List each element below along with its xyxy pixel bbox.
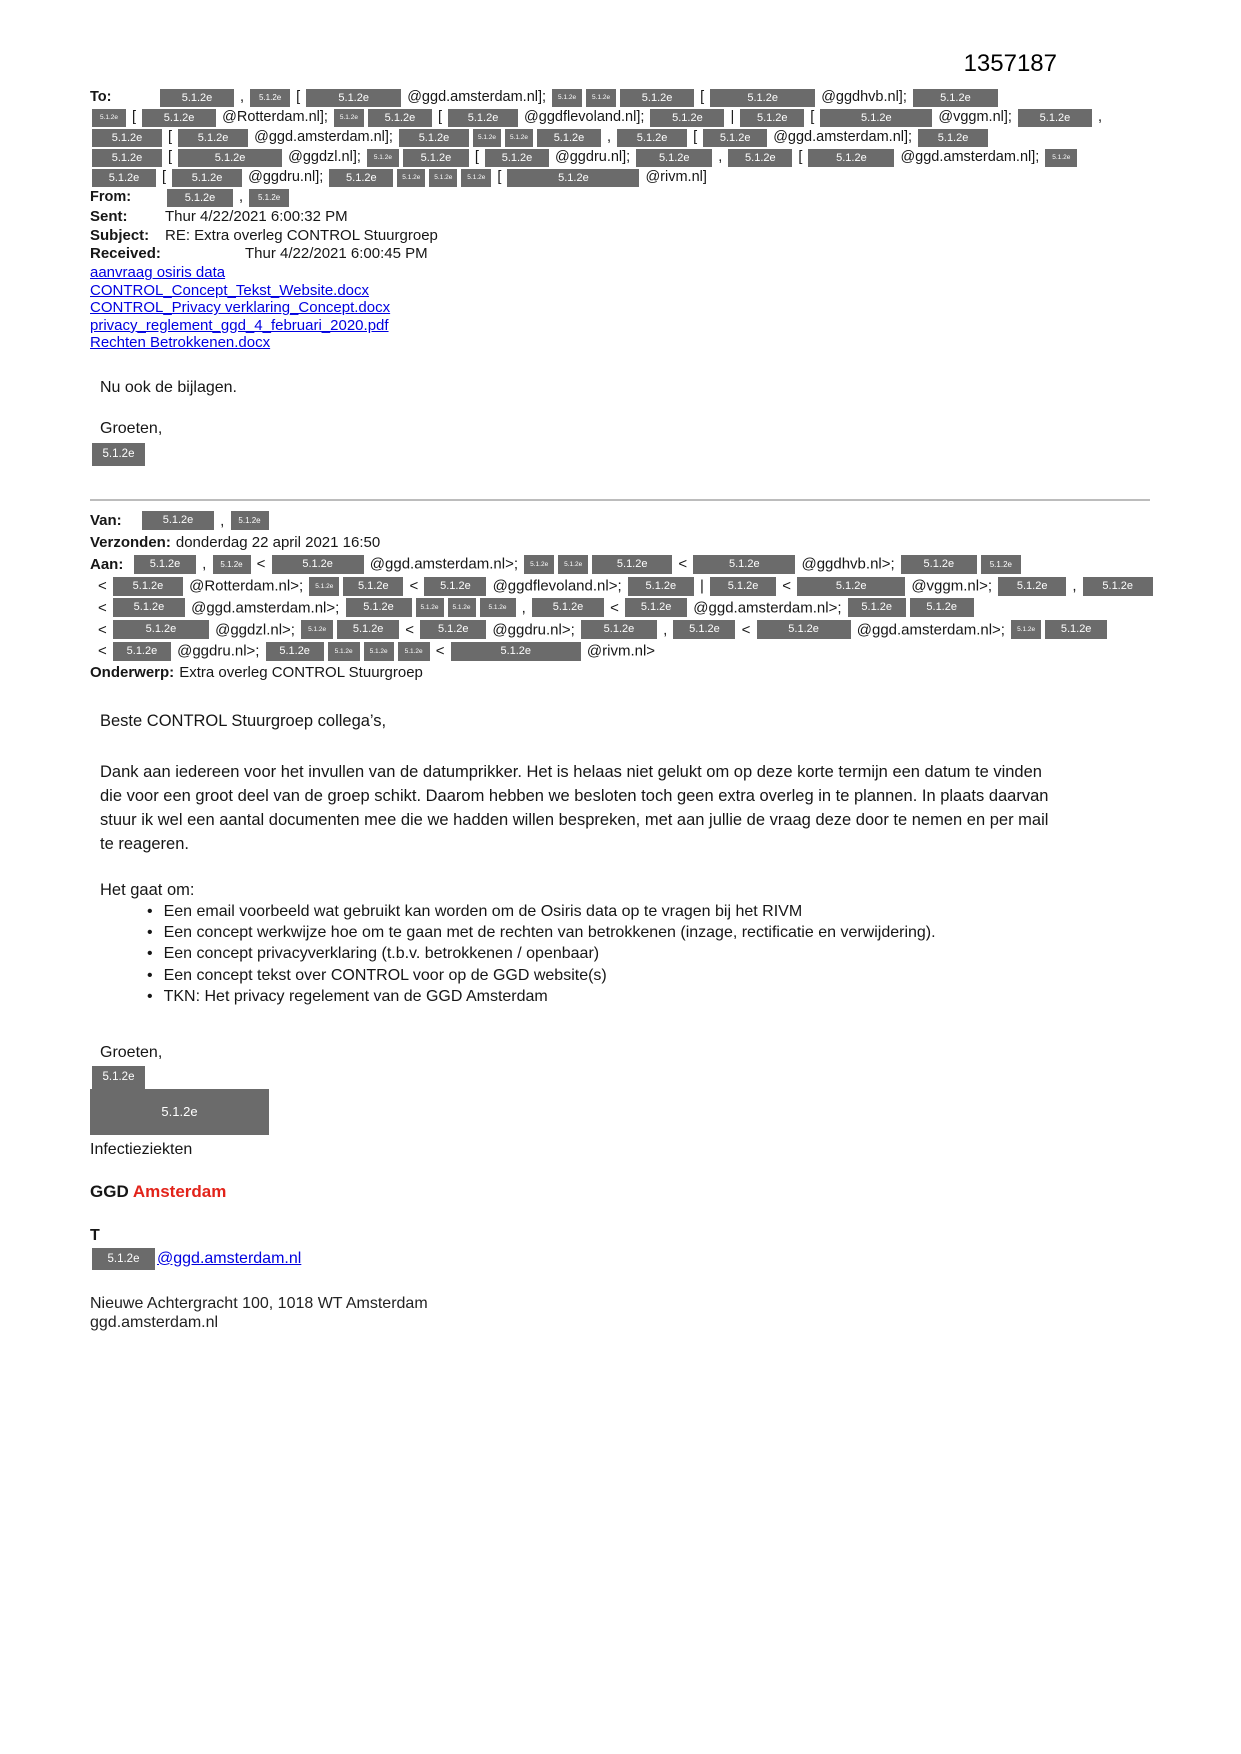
redaction-box: 5.1.2e: [592, 555, 672, 574]
redaction-box: 5.1.2e: [473, 129, 501, 147]
header-text-fragment: @ggd.amsterdam.nl>;: [365, 555, 523, 573]
header-text-fragment: [: [794, 149, 807, 166]
salutation: Beste CONTROL Stuurgroep collega’s,: [100, 711, 387, 730]
redaction-box: 5.1.2e: [429, 169, 457, 187]
redaction-box: 5.1.2e: [740, 109, 804, 127]
street-address: Nieuwe Achtergracht 100, 1018 WT Amsterdam: [90, 1294, 428, 1312]
bullet-item: • Een concept privacyverklaring (t.b.v. betrokkenen / openbaar): [90, 943, 1160, 964]
redaction-box: 5.1.2e: [329, 169, 393, 187]
received-label: Received:: [90, 245, 161, 263]
message-text: Nu ook de bijlagen.: [100, 378, 237, 396]
redaction-box: 5.1.2e: [398, 642, 430, 661]
bullet-item: • Een email voorbeeld wat gebruikt kan worden om de Osiris data op te vragen bij het RIVM: [90, 901, 1160, 922]
signature-address: [90, 1294, 1160, 1333]
header-text-fragment: @ggd.amsterdam.nl>;: [852, 620, 1010, 638]
header-text-fragment: ,: [714, 149, 727, 166]
redaction-box: 5.1.2e: [620, 89, 694, 107]
to-line: [90, 108, 1160, 128]
header-text-fragment: @vggm.nl];: [934, 109, 1016, 126]
header-text-fragment: [: [806, 109, 819, 126]
van-line: [90, 510, 1160, 532]
header-text-fragment: @rivm.nl]: [641, 169, 707, 186]
redaction-box: 5.1.2e: [524, 555, 554, 574]
header-text-fragment: @ggd.amsterdam.nl];: [769, 129, 917, 146]
bullet-item: • Een concept werkwijze hoe om te gaan met de rechten van betrokkenen (inzage, rectificatie en verwijdering).: [90, 922, 1160, 943]
body-paragraph: [100, 760, 1160, 856]
redaction-box: 5.1.2e: [92, 169, 156, 187]
redaction-box: 5.1.2e: [693, 555, 795, 574]
redaction-box: 5.1.2e: [213, 555, 251, 574]
redaction-box: 5.1.2e: [558, 555, 588, 574]
verzonden-label: Verzonden:: [90, 533, 171, 551]
header-text-fragment: [: [164, 149, 177, 166]
header-text-fragment: @vggm.nl>;: [907, 577, 997, 595]
email-document: [90, 88, 1160, 1333]
field-label: From:: [90, 189, 132, 206]
redaction-box: 5.1.2e: [636, 149, 712, 167]
subject-row: [90, 227, 1160, 246]
subject-value: RE: Extra overleg CONTROL Stuurgroep: [165, 226, 438, 244]
header-text-fragment: @rivm.nl>: [582, 642, 656, 660]
redaction-box: 5.1.2e: [673, 620, 735, 639]
redaction-box: 5.1.2e: [92, 149, 162, 167]
aan-line: [90, 553, 1160, 575]
sent-value: Thur 4/22/2021 6:00:32 PM: [165, 208, 348, 226]
header-text-fragment: ,: [236, 89, 249, 105]
redaction-box: 5.1.2e: [92, 1248, 155, 1270]
redaction-box: 5.1.2e: [728, 149, 792, 167]
attachment-link[interactable]: aanvraag osiris data: [90, 263, 226, 281]
field-label: To:: [90, 89, 112, 105]
subject-label: Subject:: [90, 226, 150, 244]
verzonden-row: [90, 532, 1160, 554]
received-value: Thur 4/22/2021 6:00:45 PM: [245, 245, 428, 263]
aan-line: [90, 575, 1160, 597]
redaction-box: 5.1.2e: [913, 89, 998, 107]
redaction-box: 5.1.2e: [92, 1066, 145, 1089]
field-label: Van:: [90, 512, 122, 530]
redaction-box: 5.1.2e: [92, 443, 145, 466]
body-paragraph-line: Dank aan iedereen voor het invullen van de datumprikker. Het is helaas niet gelukt om op deze korte termijn een datum te vinden: [100, 762, 1042, 781]
bullet-item: • TKN: Het privacy regelement van de GGD Amsterdam: [90, 986, 1160, 1007]
header-text-fragment: [: [433, 109, 447, 126]
signature-email-link[interactable]: @ggd.amsterdam.nl: [157, 1249, 302, 1267]
header-text-fragment: ,: [658, 620, 672, 638]
body-paragraph-line: die voor een groot deel van de groep schikt. Daarom hebben we besloten toch geen extra overleg in te plannen. In plaats daarvan: [100, 786, 1049, 805]
redaction-box: 5.1.2e: [250, 89, 290, 107]
redaction-box: 5.1.2e: [328, 642, 360, 661]
redaction-box: 5.1.2e: [249, 189, 289, 207]
closing-text: Groeten,: [100, 1043, 163, 1061]
onderwerp-value: Extra overleg CONTROL Stuurgroep: [179, 664, 423, 682]
redaction-box: 5.1.2e: [178, 129, 248, 147]
redaction-box: 5.1.2e: [703, 129, 767, 147]
onderwerp-label: Onderwerp:: [90, 664, 175, 682]
header-text-fragment: @ggd.amsterdam.nl];: [403, 89, 551, 105]
redaction-box: 5.1.2e: [505, 129, 533, 147]
website-text: ggd.amsterdam.nl: [90, 1314, 219, 1332]
header-text-fragment: @ggdru.nl];: [244, 169, 328, 186]
header-text-fragment: <: [98, 620, 111, 638]
org-name-part2: Amsterdam: [132, 1181, 227, 1201]
header-text-fragment: @ggdru.nl>;: [172, 642, 264, 660]
redaction-box: 5.1.2e: [485, 149, 549, 167]
redaction-box: 5.1.2e: [710, 577, 776, 596]
redaction-box: 5.1.2e: [178, 149, 282, 167]
redaction-box: 5.1.2e: [581, 620, 657, 639]
redaction-box: 5.1.2e: [1045, 149, 1077, 167]
divider-line: [90, 499, 1150, 501]
header-text-fragment: @ggdflevoland.nl>;: [488, 577, 626, 595]
header-text-fragment: @ggdzl.nl];: [284, 149, 365, 166]
header-text-fragment: <: [405, 577, 423, 595]
redaction-box: 5.1.2e: [901, 555, 977, 574]
redaction-box: 5.1.2e: [142, 511, 214, 530]
attachment-link[interactable]: Rechten Betrokkenen.docx: [90, 334, 271, 352]
redaction-box: 5.1.2e: [134, 555, 196, 574]
header-text-fragment: ,: [198, 555, 211, 573]
redaction-box: 5.1.2e: [416, 598, 444, 617]
redaction-box: 5.1.2e: [142, 109, 216, 127]
bullet-item: • Een concept tekst over CONTROL voor op de GGD website(s): [90, 965, 1160, 986]
onderwerp-row: [90, 662, 1160, 684]
to-line: [90, 148, 1160, 168]
redaction-box: 5.1.2e: [364, 642, 394, 661]
redaction-box: 5.1.2e: [266, 642, 324, 661]
redaction-box: 5.1.2e: [337, 620, 399, 639]
header-text-fragment: @ggdhvb.nl];: [817, 89, 911, 105]
redaction-box: 5.1.2e: [451, 642, 581, 661]
to-line: [90, 168, 1160, 188]
header-text-fragment: |: [695, 577, 709, 595]
redaction-box: 5.1.2e: [160, 89, 234, 107]
redaction-box: 5.1.2e: [1045, 620, 1107, 639]
attachment-link[interactable]: CONTROL_Concept_Tekst_Website.docx: [90, 281, 370, 299]
header-text-fragment: ,: [216, 512, 229, 530]
sent-row: [90, 208, 1160, 227]
quoted-header: [90, 510, 1160, 684]
redaction-box: 5.1.2e: [343, 577, 403, 596]
to-line: [90, 128, 1160, 148]
redaction-box-large: 5.1.2e: [90, 1089, 269, 1135]
aan-line: [90, 597, 1160, 619]
header-text-fragment: <: [778, 577, 796, 595]
redaction-box: 5.1.2e: [309, 577, 339, 596]
redaction-box: 5.1.2e: [848, 598, 906, 617]
bullet-list: [90, 901, 1160, 1008]
list-intro: Het gaat om:: [100, 880, 195, 899]
header-text-fragment: <: [98, 642, 111, 660]
header-text-fragment: [: [164, 129, 177, 146]
redaction-box: 5.1.2e: [461, 169, 491, 187]
redaction-box: 5.1.2e: [448, 109, 518, 127]
verzonden-value: donderdag 22 april 2021 16:50: [175, 533, 381, 551]
received-row: [90, 245, 1160, 264]
header-text-fragment: <: [431, 642, 449, 660]
header-text-fragment: [: [158, 169, 171, 186]
redaction-box: 5.1.2e: [167, 189, 233, 207]
signature-department: Infectieziekten: [90, 1140, 193, 1158]
redaction-box: 5.1.2e: [448, 598, 476, 617]
redaction-box: 5.1.2e: [92, 109, 126, 127]
redaction-box: 5.1.2e: [1018, 109, 1092, 127]
redaction-box: 5.1.2e: [334, 109, 364, 127]
header-text-fragment: ,: [1093, 109, 1103, 126]
redaction-box: 5.1.2e: [981, 555, 1021, 574]
attachment-link[interactable]: privacy_reglement_ggd_4_februari_2020.pdf: [90, 316, 389, 334]
header-text-fragment: |: [726, 109, 739, 126]
header-text-fragment: ,: [602, 129, 616, 146]
header-text-fragment: <: [98, 599, 111, 617]
redaction-box: 5.1.2e: [628, 577, 694, 596]
header-text-fragment: [: [470, 149, 483, 166]
redaction-box: 5.1.2e: [532, 598, 604, 617]
redaction-box: 5.1.2e: [918, 129, 988, 147]
redaction-box: 5.1.2e: [617, 129, 687, 147]
to-line: [90, 88, 1160, 108]
header-text-fragment: <: [98, 577, 111, 595]
redaction-box: 5.1.2e: [113, 642, 171, 661]
redaction-box: 5.1.2e: [92, 129, 162, 147]
header-text-fragment: [: [128, 109, 141, 126]
redaction-box: 5.1.2e: [113, 620, 209, 639]
redaction-box: 5.1.2e: [507, 169, 639, 187]
header-text-fragment: <: [737, 620, 755, 638]
redaction-box: 5.1.2e: [403, 149, 469, 167]
header-text-fragment: [: [689, 129, 702, 146]
aan-line: [90, 619, 1160, 641]
header-text-fragment: <: [606, 599, 624, 617]
redaction-box: 5.1.2e: [272, 555, 364, 574]
redaction-box: 5.1.2e: [650, 109, 724, 127]
attachment-list: [90, 264, 1160, 352]
redaction-box: 5.1.2e: [1083, 577, 1153, 596]
header-text-fragment: [: [493, 169, 506, 186]
redaction-box: 5.1.2e: [231, 511, 269, 530]
sent-label: Sent:: [90, 208, 128, 226]
redaction-box: 5.1.2e: [757, 620, 851, 639]
signature-org: [90, 1182, 1160, 1202]
header-text-fragment: <: [252, 555, 270, 573]
redaction-box: 5.1.2e: [586, 89, 616, 107]
header-text-fragment: @ggd.amsterdam.nl>;: [689, 599, 846, 617]
org-name-part1: GGD: [90, 1181, 129, 1201]
redaction-box: 5.1.2e: [480, 598, 516, 617]
attachment-link[interactable]: CONTROL_Privacy verklaring_Concept.docx: [90, 299, 391, 317]
email-header: [90, 88, 1160, 352]
header-text-fragment: @Rotterdam.nl];: [218, 109, 332, 126]
redaction-box: 5.1.2e: [910, 598, 974, 617]
redaction-box: 5.1.2e: [420, 620, 486, 639]
redaction-box: 5.1.2e: [113, 598, 185, 617]
closing-text: Groeten,: [100, 419, 163, 437]
header-text-fragment: @ggdru.nl];: [551, 149, 635, 166]
header-text-fragment: @ggdru.nl>;: [488, 620, 579, 638]
redaction-box: 5.1.2e: [113, 577, 183, 596]
redaction-box: 5.1.2e: [797, 577, 905, 596]
redaction-box: 5.1.2e: [399, 129, 469, 147]
redaction-box: 5.1.2e: [301, 620, 333, 639]
aan-line: [90, 640, 1160, 662]
redaction-box: 5.1.2e: [998, 577, 1066, 596]
header-text-fragment: @ggd.amsterdam.nl>;: [186, 599, 344, 617]
header-text-fragment: @ggdhvb.nl>;: [797, 555, 899, 573]
header-text-fragment: @ggd.amsterdam.nl];: [896, 149, 1044, 166]
phone-label: T: [90, 1226, 100, 1244]
header-text-fragment: @ggdflevoland.nl];: [520, 109, 649, 126]
from-line: [90, 188, 1160, 208]
header-text-fragment: ,: [235, 189, 248, 206]
body-paragraph-line: te reageren.: [100, 834, 189, 853]
redaction-box: 5.1.2e: [820, 109, 932, 127]
redaction-box: 5.1.2e: [537, 129, 601, 147]
redaction-box: 5.1.2e: [367, 149, 399, 167]
header-text-fragment: [: [292, 89, 305, 105]
body-paragraph-line: stuur ik wel een aantal documenten mee die we hadden willen bespreken, met aan jullie de vraag deze door te nemen en per mail: [100, 810, 1049, 829]
redaction-box: 5.1.2e: [808, 149, 894, 167]
header-text-fragment: [: [696, 89, 709, 105]
field-label: Aan:: [90, 555, 124, 573]
header-text-fragment: @ggdzl.nl>;: [210, 620, 300, 638]
redaction-box: 5.1.2e: [710, 89, 815, 107]
signature-email-row: [90, 1248, 1160, 1270]
page-number: 1357187: [963, 50, 1057, 77]
redaction-box: 5.1.2e: [625, 598, 687, 617]
header-text-fragment: <: [401, 620, 419, 638]
redaction-box: 5.1.2e: [346, 598, 412, 617]
redaction-box: 5.1.2e: [424, 577, 486, 596]
header-text-fragment: ,: [517, 599, 531, 617]
redaction-box: 5.1.2e: [306, 89, 401, 107]
redaction-box: 5.1.2e: [368, 109, 432, 127]
header-text-fragment: @Rotterdam.nl>;: [184, 577, 308, 595]
redaction-box: 5.1.2e: [397, 169, 425, 187]
redaction-box: 5.1.2e: [1011, 620, 1041, 639]
header-text-fragment: <: [674, 555, 692, 573]
redaction-box: 5.1.2e: [552, 89, 582, 107]
redaction-box: 5.1.2e: [172, 169, 242, 187]
header-text-fragment: ,: [1068, 577, 1081, 595]
header-text-fragment: @ggd.amsterdam.nl];: [250, 129, 397, 146]
